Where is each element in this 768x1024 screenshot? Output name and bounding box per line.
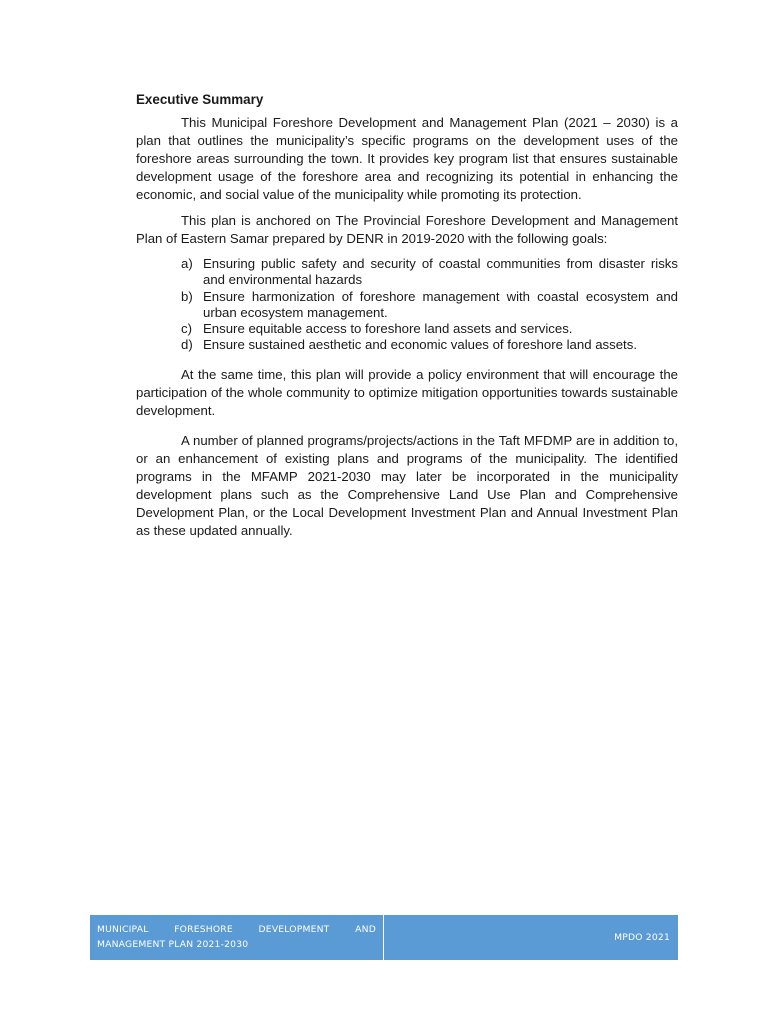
goal-text: Ensure equitable access to foreshore land assets and services. <box>203 321 573 337</box>
section-heading: Executive Summary <box>136 92 264 107</box>
goal-item <box>181 256 678 289</box>
paragraph-anchor: This plan is anchored on The Provincial Foreshore Development and Management Plan of Eastern Samar prepared by DENR in 2019-2020 with the following goals: <box>136 213 678 246</box>
footer-title: MUNICIPAL FORESHORE DEVELOPMENT AND MANAGEMENT PLAN 2021-2030 <box>90 915 384 960</box>
goal-text: Ensure harmonization of foreshore management with coastal ecosystem and urban ecosystem management. <box>203 288 678 320</box>
paragraph-programs: A number of planned programs/projects/actions in the Taft MFDMP are in addition to, or an enhancement of existing plans and programs of the municipality. The identified programs in the MFAMP 2021-2030 may later be incorporated in the municipality development plans such as the Comprehensive Land Use Plan and Comprehensive Development Plan, or the Local Development Investment Plan and Annual Investment Plan as these updated annually. <box>136 432 678 538</box>
goal-item <box>181 337 678 353</box>
paragraph-intro: This Municipal Foreshore Development and Management Plan (2021 – 2030) is a plan that outlines the municipality’s specific programs on the development uses of the foreshore areas surrounding the town. It provides key program list that ensures sustainable development usage of the foreshore area and recognizing its potential in enhancing the economic, and social value of the municipality while promoting its protection. <box>136 115 678 202</box>
document-body <box>136 91 678 548</box>
goal-marker: d) <box>181 337 193 353</box>
goals-list <box>136 256 678 354</box>
goal-text: Ensuring public safety and security of coastal communities from disaster risks and environmental hazards <box>203 256 678 288</box>
paragraph-policy: At the same time, this plan will provide a policy environment that will encourage the participation of the whole community to optimize mitigation opportunities towards sustainable development. <box>136 366 678 418</box>
goal-text: Ensure sustained aesthetic and economic values of foreshore land assets. <box>203 337 637 353</box>
goal-item <box>181 321 678 337</box>
footer-office: MPDO 2021 <box>614 932 670 943</box>
goal-marker: b) <box>181 288 193 304</box>
page-footer <box>90 915 678 960</box>
goal-marker: a) <box>181 256 193 271</box>
footer-office-cell <box>384 915 678 960</box>
goal-marker: c) <box>181 321 192 337</box>
goal-item <box>181 289 678 322</box>
